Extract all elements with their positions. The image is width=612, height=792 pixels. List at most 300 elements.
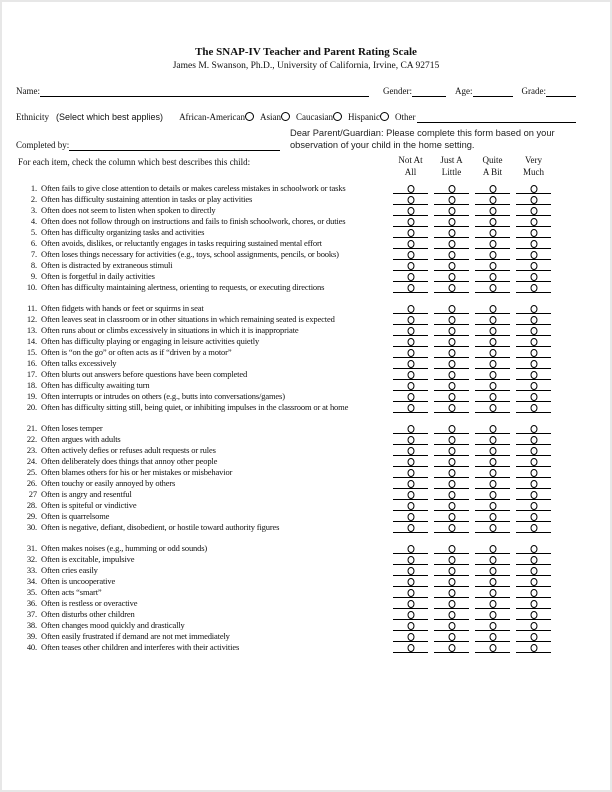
- rating-circle-not-at-all[interactable]: [407, 611, 414, 619]
- item-row: [16, 554, 554, 565]
- rating-circle-very-much[interactable]: [530, 545, 537, 553]
- rating-cell: [472, 434, 513, 445]
- item-text: Often has difficulty playing or engaging in leisure activities quietly: [41, 336, 260, 346]
- rating-circle-not-at-all[interactable]: [407, 185, 414, 193]
- rating-cells: [390, 511, 554, 522]
- rating-circle-very-much[interactable]: [530, 360, 537, 368]
- rating-circle-very-much[interactable]: [530, 196, 537, 204]
- rating-circle-quite-a-bit[interactable]: [489, 393, 496, 401]
- rating-cell: [472, 227, 513, 238]
- item-row: [16, 434, 554, 445]
- item-row: [16, 489, 554, 500]
- rating-circle-just-a-little[interactable]: [448, 273, 455, 281]
- rating-circle-very-much[interactable]: [530, 513, 537, 521]
- rating-cell: [390, 369, 431, 380]
- rating-circle-very-much[interactable]: [530, 207, 537, 215]
- rating-circle-not-at-all[interactable]: [407, 196, 414, 204]
- item-text: Often is quarrelsome: [41, 511, 110, 521]
- item-number: 26.: [26, 478, 37, 488]
- completed-by-field: [16, 139, 280, 151]
- rating-circle-quite-a-bit[interactable]: [489, 240, 496, 248]
- rating-circle-just-a-little[interactable]: [448, 229, 455, 237]
- rating-circle-quite-a-bit[interactable]: [489, 545, 496, 553]
- rating-circle-just-a-little[interactable]: [448, 251, 455, 259]
- rating-circle-just-a-little[interactable]: [448, 644, 455, 652]
- rating-circle-just-a-little[interactable]: [448, 305, 455, 313]
- name-label: Name:: [16, 86, 40, 96]
- rating-circle-quite-a-bit[interactable]: [489, 622, 496, 630]
- rating-circle-quite-a-bit[interactable]: [489, 600, 496, 608]
- rating-circle-just-a-little[interactable]: [448, 567, 455, 575]
- rating-circle-not-at-all[interactable]: [407, 262, 414, 270]
- ethnicity-radio-caucasian[interactable]: [333, 112, 342, 121]
- item-text: Often teases other children and interferes with their activities: [41, 642, 240, 652]
- rating-circle-just-a-little[interactable]: [448, 316, 455, 324]
- rating-circle-just-a-little[interactable]: [448, 480, 455, 488]
- rating-circle-quite-a-bit[interactable]: [489, 589, 496, 597]
- completed-by-row: [16, 127, 590, 151]
- rating-cell: [472, 598, 513, 609]
- rating-cells: [390, 238, 554, 249]
- rating-circle-not-at-all[interactable]: [407, 327, 414, 335]
- grade-label: Grade:: [521, 86, 546, 96]
- item-text: Often does not seem to listen when spoken to directly: [41, 205, 216, 215]
- rating-cell: [472, 391, 513, 402]
- rating-circle-not-at-all[interactable]: [407, 207, 414, 215]
- rating-circle-very-much[interactable]: [530, 458, 537, 466]
- rating-circle-just-a-little[interactable]: [448, 589, 455, 597]
- rating-circle-not-at-all[interactable]: [407, 502, 414, 510]
- rating-circle-not-at-all[interactable]: [407, 600, 414, 608]
- rating-circle-just-a-little[interactable]: [448, 393, 455, 401]
- ethnicity-radio-hispanic[interactable]: [380, 112, 389, 121]
- rating-circle-quite-a-bit[interactable]: [489, 229, 496, 237]
- item-row: [16, 194, 554, 205]
- item-text: Often fidgets with hands or feet or squirms in seat: [41, 303, 204, 313]
- rating-circle-just-a-little[interactable]: [448, 633, 455, 641]
- rating-circle-very-much[interactable]: [530, 273, 537, 281]
- rating-cell: [472, 249, 513, 260]
- rating-cell: [431, 227, 472, 238]
- rating-cell: [431, 543, 472, 554]
- rating-cell: [390, 402, 431, 413]
- rating-circle-very-much[interactable]: [530, 480, 537, 488]
- rating-cell: [472, 467, 513, 478]
- item-text: Often has difficulty awaiting turn: [41, 380, 150, 390]
- rating-circle-not-at-all[interactable]: [407, 469, 414, 477]
- rating-circle-not-at-all[interactable]: [407, 338, 414, 346]
- item-row: [16, 325, 554, 336]
- rating-circle-not-at-all[interactable]: [407, 404, 414, 412]
- rating-cells: [390, 434, 554, 445]
- rating-circle-not-at-all[interactable]: [407, 556, 414, 564]
- item-row: [16, 543, 554, 554]
- rating-cell: [431, 347, 472, 358]
- rating-circle-very-much[interactable]: [530, 229, 537, 237]
- rating-circle-very-much[interactable]: [530, 349, 537, 357]
- rating-cell: [513, 358, 554, 369]
- rating-circle-quite-a-bit[interactable]: [489, 404, 496, 412]
- rating-cell: [390, 271, 431, 282]
- rating-circle-quite-a-bit[interactable]: [489, 251, 496, 259]
- rating-circle-just-a-little[interactable]: [448, 338, 455, 346]
- rating-circle-very-much[interactable]: [530, 578, 537, 586]
- grade-input-line[interactable]: [546, 86, 576, 97]
- rating-cells: [390, 303, 554, 314]
- rating-circle-quite-a-bit[interactable]: [489, 491, 496, 499]
- rating-circle-quite-a-bit[interactable]: [489, 338, 496, 346]
- rating-circle-just-a-little[interactable]: [448, 458, 455, 466]
- rating-circle-very-much[interactable]: [530, 589, 537, 597]
- rating-underline: [516, 532, 551, 533]
- item-row: [16, 522, 554, 533]
- rating-circle-just-a-little[interactable]: [448, 502, 455, 510]
- rating-cell: [472, 347, 513, 358]
- rating-column-header-line2: All: [404, 166, 417, 177]
- rating-circle-quite-a-bit[interactable]: [489, 371, 496, 379]
- rating-circle-just-a-little[interactable]: [448, 382, 455, 390]
- rating-cells: [390, 543, 554, 554]
- rating-circle-just-a-little[interactable]: [448, 218, 455, 226]
- rating-cell: [431, 325, 472, 336]
- rating-cell: [513, 391, 554, 402]
- rating-circle-very-much[interactable]: [530, 251, 537, 259]
- rating-circle-quite-a-bit[interactable]: [489, 469, 496, 477]
- rating-column-header: [472, 155, 513, 178]
- rating-circle-quite-a-bit[interactable]: [489, 218, 496, 226]
- rating-cell: [513, 303, 554, 314]
- rating-circle-quite-a-bit[interactable]: [489, 425, 496, 433]
- item-number: 12.: [26, 314, 37, 324]
- item-text: Often has difficulty organizing tasks and activities: [41, 227, 205, 237]
- rating-cell: [431, 587, 472, 598]
- item-row: [16, 402, 554, 413]
- rating-cell: [431, 369, 472, 380]
- rating-cell: [513, 402, 554, 413]
- rating-cell: [513, 456, 554, 467]
- item-text: Often has difficulty sustaining attention in tasks or play activities: [41, 194, 253, 204]
- rating-circle-just-a-little[interactable]: [448, 469, 455, 477]
- rating-circle-not-at-all[interactable]: [407, 447, 414, 455]
- rating-circle-not-at-all[interactable]: [407, 578, 414, 586]
- item-text: Often is restless or overactive: [41, 598, 138, 608]
- rating-circle-quite-a-bit[interactable]: [489, 382, 496, 390]
- item-row: [16, 183, 554, 194]
- rating-circle-very-much[interactable]: [530, 262, 537, 270]
- rating-circle-quite-a-bit[interactable]: [489, 633, 496, 641]
- rating-cell: [513, 194, 554, 205]
- rating-cell: [431, 445, 472, 456]
- rating-circle-just-a-little[interactable]: [448, 185, 455, 193]
- rating-cells: [390, 631, 554, 642]
- rating-circle-very-much[interactable]: [530, 240, 537, 248]
- rating-circle-just-a-little[interactable]: [448, 600, 455, 608]
- rating-cell: [472, 631, 513, 642]
- rating-cells: [390, 216, 554, 227]
- rating-cell: [431, 402, 472, 413]
- rating-cell: [431, 205, 472, 216]
- rating-circle-very-much[interactable]: [530, 425, 537, 433]
- rating-cell: [513, 522, 554, 533]
- rating-circle-just-a-little[interactable]: [448, 207, 455, 215]
- item-text: Often leaves seat in classroom or in other situations in which remaining seated is expected: [41, 314, 335, 324]
- rating-circle-very-much[interactable]: [530, 567, 537, 575]
- completed-by-input-line[interactable]: [69, 140, 280, 151]
- item-number: 3.: [30, 205, 37, 215]
- rating-cell: [472, 271, 513, 282]
- rating-cell: [513, 183, 554, 194]
- item-text: Often is negative, defiant, disobedient, or hostile toward authority figures: [41, 522, 280, 532]
- ethnicity-radio-african-american[interactable]: [245, 112, 254, 121]
- rating-circle-just-a-little[interactable]: [448, 447, 455, 455]
- item-number: 18.: [26, 380, 37, 390]
- rating-cell: [390, 260, 431, 271]
- rating-circle-just-a-little[interactable]: [448, 349, 455, 357]
- rating-circle-just-a-little[interactable]: [448, 436, 455, 444]
- rating-cell: [431, 314, 472, 325]
- rating-circle-just-a-little[interactable]: [448, 611, 455, 619]
- rating-circle-not-at-all[interactable]: [407, 545, 414, 553]
- rating-circle-very-much[interactable]: [530, 556, 537, 564]
- rating-cells: [390, 282, 554, 293]
- rating-circle-not-at-all[interactable]: [407, 316, 414, 324]
- rating-circle-quite-a-bit[interactable]: [489, 273, 496, 281]
- rating-circle-not-at-all[interactable]: [407, 513, 414, 521]
- rating-circle-very-much[interactable]: [530, 644, 537, 652]
- item-number: 32.: [26, 554, 37, 564]
- rating-circle-quite-a-bit[interactable]: [489, 611, 496, 619]
- rating-circle-just-a-little[interactable]: [448, 545, 455, 553]
- rating-circle-very-much[interactable]: [530, 305, 537, 313]
- rating-circle-just-a-little[interactable]: [448, 425, 455, 433]
- rating-cell: [513, 227, 554, 238]
- rating-circle-quite-a-bit[interactable]: [489, 447, 496, 455]
- ethnicity-radio-asian[interactable]: [281, 112, 290, 121]
- item-number: 16.: [26, 358, 37, 368]
- item-text: Often has difficulty sitting still, being quiet, or inhibiting impulses in the classroom or at home: [41, 402, 349, 412]
- rating-circle-quite-a-bit[interactable]: [489, 556, 496, 564]
- rating-cell: [513, 543, 554, 554]
- rating-circle-quite-a-bit[interactable]: [489, 316, 496, 324]
- rating-circle-just-a-little[interactable]: [448, 578, 455, 586]
- rating-circle-quite-a-bit[interactable]: [489, 360, 496, 368]
- rating-circle-very-much[interactable]: [530, 218, 537, 226]
- age-input-line[interactable]: [473, 86, 513, 97]
- rating-circle-very-much[interactable]: [530, 284, 537, 292]
- item-row: [16, 380, 554, 391]
- rating-circle-quite-a-bit[interactable]: [489, 578, 496, 586]
- rating-circle-quite-a-bit[interactable]: [489, 567, 496, 575]
- rating-cell: [390, 576, 431, 587]
- form-title: The SNAP-IV Teacher and Parent Rating Scale: [195, 46, 417, 58]
- rating-cell: [431, 303, 472, 314]
- rating-circle-not-at-all[interactable]: [407, 524, 414, 532]
- item-row: [16, 227, 554, 238]
- rating-circle-very-much[interactable]: [530, 185, 537, 193]
- rating-circle-very-much[interactable]: [530, 327, 537, 335]
- rating-circle-just-a-little[interactable]: [448, 360, 455, 368]
- rating-circle-just-a-little[interactable]: [448, 327, 455, 335]
- rating-cell: [513, 216, 554, 227]
- rating-circle-just-a-little[interactable]: [448, 404, 455, 412]
- rating-cell: [472, 478, 513, 489]
- rating-circle-not-at-all[interactable]: [407, 240, 414, 248]
- rating-circle-not-at-all[interactable]: [407, 284, 414, 292]
- rating-cell: [472, 238, 513, 249]
- item-row: [16, 303, 554, 314]
- item-text: Often is angry and resentful: [41, 489, 132, 499]
- rating-circle-quite-a-bit[interactable]: [489, 207, 496, 215]
- other-input-line[interactable]: [417, 112, 576, 123]
- rating-circle-very-much[interactable]: [530, 633, 537, 641]
- rating-circle-quite-a-bit[interactable]: [489, 349, 496, 357]
- rating-cell: [513, 205, 554, 216]
- rating-circle-just-a-little[interactable]: [448, 371, 455, 379]
- rating-cell: [472, 576, 513, 587]
- rating-cells: [390, 598, 554, 609]
- gender-label: Gender:: [383, 86, 412, 96]
- rating-circle-very-much[interactable]: [530, 622, 537, 630]
- rating-cell: [472, 609, 513, 620]
- rating-circle-very-much[interactable]: [530, 436, 537, 444]
- rating-circle-quite-a-bit[interactable]: [489, 262, 496, 270]
- rating-circle-very-much[interactable]: [530, 502, 537, 510]
- item-number: 37.: [26, 609, 37, 619]
- rating-circle-not-at-all[interactable]: [407, 251, 414, 259]
- item-number: 23.: [26, 445, 37, 455]
- rating-circle-quite-a-bit[interactable]: [489, 327, 496, 335]
- rating-cell: [431, 423, 472, 434]
- item-number: 34.: [26, 576, 37, 586]
- rating-underline: [434, 652, 469, 653]
- rating-circle-very-much[interactable]: [530, 393, 537, 401]
- rating-circle-not-at-all[interactable]: [407, 218, 414, 226]
- rating-cell: [390, 543, 431, 554]
- rating-circle-just-a-little[interactable]: [448, 524, 455, 532]
- rating-cell: [390, 183, 431, 194]
- rating-circle-just-a-little[interactable]: [448, 491, 455, 499]
- rating-cell: [431, 358, 472, 369]
- rating-cell: [431, 434, 472, 445]
- rating-circle-very-much[interactable]: [530, 611, 537, 619]
- item-text: Often is uncooperative: [41, 576, 116, 586]
- rating-circle-quite-a-bit[interactable]: [489, 513, 496, 521]
- rating-circle-not-at-all[interactable]: [407, 425, 414, 433]
- rating-circle-not-at-all[interactable]: [407, 644, 414, 652]
- item-row: [16, 587, 554, 598]
- rating-circle-just-a-little[interactable]: [448, 262, 455, 270]
- rating-underline: [393, 412, 428, 413]
- rating-cell: [390, 314, 431, 325]
- rating-circle-not-at-all[interactable]: [407, 622, 414, 630]
- rating-cell: [431, 380, 472, 391]
- rating-cell: [431, 271, 472, 282]
- rating-circle-very-much[interactable]: [530, 524, 537, 532]
- rating-cell: [513, 325, 554, 336]
- rating-circle-quite-a-bit[interactable]: [489, 480, 496, 488]
- rating-cells: [390, 271, 554, 282]
- rating-circle-quite-a-bit[interactable]: [489, 436, 496, 444]
- rating-circle-not-at-all[interactable]: [407, 491, 414, 499]
- rating-circle-not-at-all[interactable]: [407, 589, 414, 597]
- rating-circle-very-much[interactable]: [530, 371, 537, 379]
- item-number: 14.: [26, 336, 37, 346]
- rating-circle-just-a-little[interactable]: [448, 240, 455, 248]
- rating-cell: [390, 445, 431, 456]
- rating-cell: [431, 183, 472, 194]
- rating-circle-not-at-all[interactable]: [407, 273, 414, 281]
- rating-circle-not-at-all[interactable]: [407, 229, 414, 237]
- rating-circle-very-much[interactable]: [530, 469, 537, 477]
- name-input-line[interactable]: [40, 86, 369, 97]
- rating-circle-not-at-all[interactable]: [407, 360, 414, 368]
- rating-circle-not-at-all[interactable]: [407, 633, 414, 641]
- rating-circle-not-at-all[interactable]: [407, 480, 414, 488]
- rating-circle-just-a-little[interactable]: [448, 284, 455, 292]
- rating-circle-quite-a-bit[interactable]: [489, 644, 496, 652]
- item-text: Often runs about or climbs excessively in situations in which it is inappropriate: [41, 325, 299, 335]
- item-text: Often blames others for his or her mistakes or misbehavior: [41, 467, 233, 477]
- rating-cell: [472, 282, 513, 293]
- rating-circle-not-at-all[interactable]: [407, 567, 414, 575]
- rating-cells: [390, 260, 554, 271]
- item-text: Often is “on the go” or often acts as if “driven by a motor”: [41, 347, 232, 357]
- rating-cell: [431, 478, 472, 489]
- rating-circle-not-at-all[interactable]: [407, 305, 414, 313]
- rating-circle-just-a-little[interactable]: [448, 556, 455, 564]
- rating-cells: [390, 522, 554, 533]
- gender-input-line[interactable]: [412, 86, 446, 97]
- rating-circle-quite-a-bit[interactable]: [489, 284, 496, 292]
- item-number: 38.: [26, 620, 37, 630]
- rating-circle-very-much[interactable]: [530, 382, 537, 390]
- rating-cell: [431, 598, 472, 609]
- rating-circle-very-much[interactable]: [530, 316, 537, 324]
- rating-circle-just-a-little[interactable]: [448, 622, 455, 630]
- rating-circle-not-at-all[interactable]: [407, 436, 414, 444]
- rating-circle-very-much[interactable]: [530, 338, 537, 346]
- item-text: Often loses temper: [41, 423, 103, 433]
- rating-circle-just-a-little[interactable]: [448, 513, 455, 521]
- rating-circle-quite-a-bit[interactable]: [489, 458, 496, 466]
- rating-cell: [472, 216, 513, 227]
- rating-circle-quite-a-bit[interactable]: [489, 196, 496, 204]
- rating-circle-not-at-all[interactable]: [407, 393, 414, 401]
- item-row: [16, 347, 554, 358]
- rating-circle-quite-a-bit[interactable]: [489, 185, 496, 193]
- rating-circle-not-at-all[interactable]: [407, 371, 414, 379]
- rating-circle-very-much[interactable]: [530, 491, 537, 499]
- rating-circle-very-much[interactable]: [530, 447, 537, 455]
- rating-cell: [431, 576, 472, 587]
- ethnicity-options: [179, 111, 389, 123]
- form-subtitle: James M. Swanson, Ph.D., University of California, Irvine, CA 92715: [172, 61, 440, 71]
- rating-circle-quite-a-bit[interactable]: [489, 305, 496, 313]
- rating-cell: [472, 336, 513, 347]
- rating-cell: [513, 336, 554, 347]
- rating-cell: [472, 642, 513, 653]
- rating-circle-not-at-all[interactable]: [407, 458, 414, 466]
- ethnicity-option-label: Asian: [260, 112, 282, 122]
- rating-cell: [431, 194, 472, 205]
- rating-circle-quite-a-bit[interactable]: [489, 502, 496, 510]
- rating-circle-quite-a-bit[interactable]: [489, 524, 496, 532]
- rating-circle-very-much[interactable]: [530, 600, 537, 608]
- rating-circle-not-at-all[interactable]: [407, 349, 414, 357]
- rating-circle-very-much[interactable]: [530, 404, 537, 412]
- rating-circle-just-a-little[interactable]: [448, 196, 455, 204]
- rating-circle-not-at-all[interactable]: [407, 382, 414, 390]
